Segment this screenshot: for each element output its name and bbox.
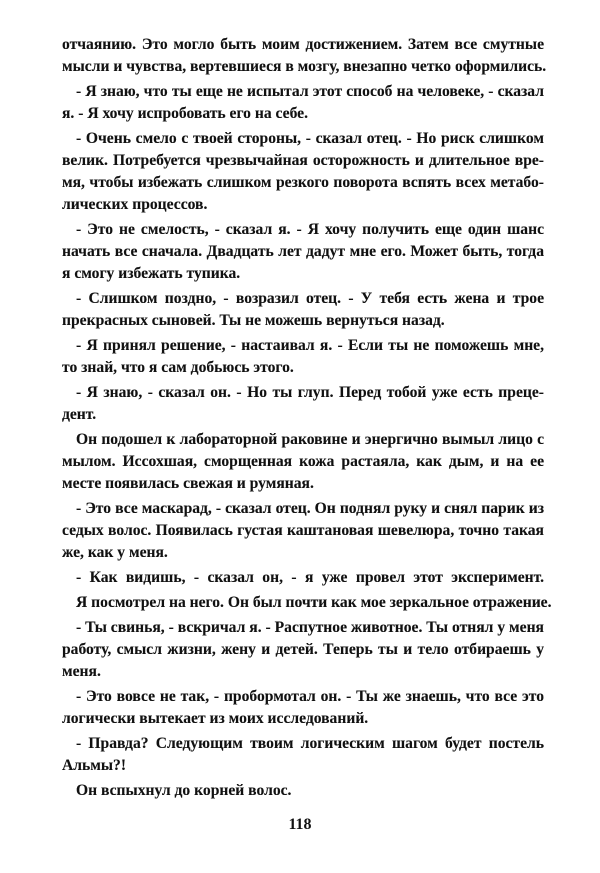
text-line: логически вытекает из моих исследований.	[62, 710, 369, 727]
text-line: я. - Я хочу испробовать его на себе.	[62, 105, 308, 122]
paragraph	[62, 34, 547, 78]
text-line: Он вспыхнул до корней волос.	[76, 782, 292, 799]
text-line: - Это все маскарад, - сказал отец. Он поднял руку и снял парик из	[76, 500, 544, 517]
text-line: - Ты свинья, - вскричал я. - Распутное животное. Ты отнял у меня	[76, 619, 544, 636]
text-line: - Это не смелость, - сказал я. - Я хочу получить еще один шанс	[76, 221, 544, 238]
text-line: мя, чтобы избежать слишком резкого поворота вспять всех метабо-	[62, 174, 544, 191]
text-line: лических процессов.	[62, 196, 208, 213]
text-line: Я посмотрел на него. Он был почти как мое зеркальное отражение.	[76, 594, 552, 611]
text-line: велик. Потребуется чрезвычайная осторожность и длительное вре-	[62, 152, 544, 169]
text-line: - Я знаю, что ты еще не испытал этот способ на человеке, - сказал	[76, 83, 544, 100]
paragraph	[62, 733, 544, 777]
text-line: Он подошел к лабораторной раковине и энергично вымыл лицо с	[76, 431, 544, 448]
page-number: 118	[288, 816, 312, 833]
text-line: дент.	[62, 406, 97, 423]
paragraph	[62, 592, 552, 614]
paragraph	[62, 567, 544, 589]
text-line: то знай, что я сам добьюсь этого.	[62, 359, 294, 376]
text-line: мылом. Иссохшая, сморщенная кожа растаяла, как дым, и на ее	[62, 453, 544, 470]
text-line: месте появилась свежая и румяная.	[62, 475, 314, 492]
text-line: работу, смысл жизни, жену и детей. Теперь ты и тело отбираешь у	[62, 641, 544, 658]
paragraph	[62, 780, 544, 802]
paragraph	[62, 81, 544, 125]
text-line: же, как у меня.	[62, 544, 168, 561]
text-line: - Правда? Следующим твоим логическим шагом будет постель	[76, 735, 544, 752]
text-line: мысли и чувства, вертевшиеся в мозгу, внезапно четко оформились.	[62, 58, 547, 75]
text-line: - Очень смело с твоей стороны, - сказал отец. - Но риск слишком	[76, 130, 544, 147]
paragraph	[62, 335, 544, 379]
text-line: меня.	[62, 663, 101, 680]
text-line: отчаянию. Это могло быть моим достижением. Затем все смутные	[62, 36, 544, 53]
text-line: - Слишком поздно, - возразил отец. - У тебя есть жена и трое	[76, 290, 544, 307]
text-line: прекрасных сыновей. Ты не можешь вернуться назад.	[62, 312, 445, 329]
text-line: Альмы?!	[62, 757, 127, 774]
paragraph	[62, 128, 544, 216]
text-line: - Это вовсе не так, - пробормотал он. - Ты же знаешь, что все это	[76, 688, 544, 705]
paragraph	[62, 288, 544, 332]
paragraph	[62, 498, 544, 564]
text-line: седых волос. Появилась густая каштановая шевелюра, точно такая	[62, 522, 544, 539]
paragraph	[62, 219, 544, 285]
paragraph	[62, 617, 544, 683]
paragraph	[62, 686, 544, 730]
paragraph	[62, 429, 544, 495]
paragraph	[62, 382, 544, 426]
book-page-text	[62, 34, 552, 805]
text-line: - Я знаю, - сказал он. - Но ты глуп. Перед тобой уже есть прецe-	[76, 384, 544, 401]
text-line: начать все сначала. Двадцать лет дадут мне его. Может быть, тогда	[62, 243, 544, 260]
text-line: - Как видишь, - сказал он, - я уже провел этот эксперимент.	[76, 569, 544, 586]
text-line: я смогу избежать тупика.	[62, 265, 241, 282]
text-line: - Я принял решение, - настаивал я. - Если ты не поможешь мне,	[76, 337, 544, 354]
